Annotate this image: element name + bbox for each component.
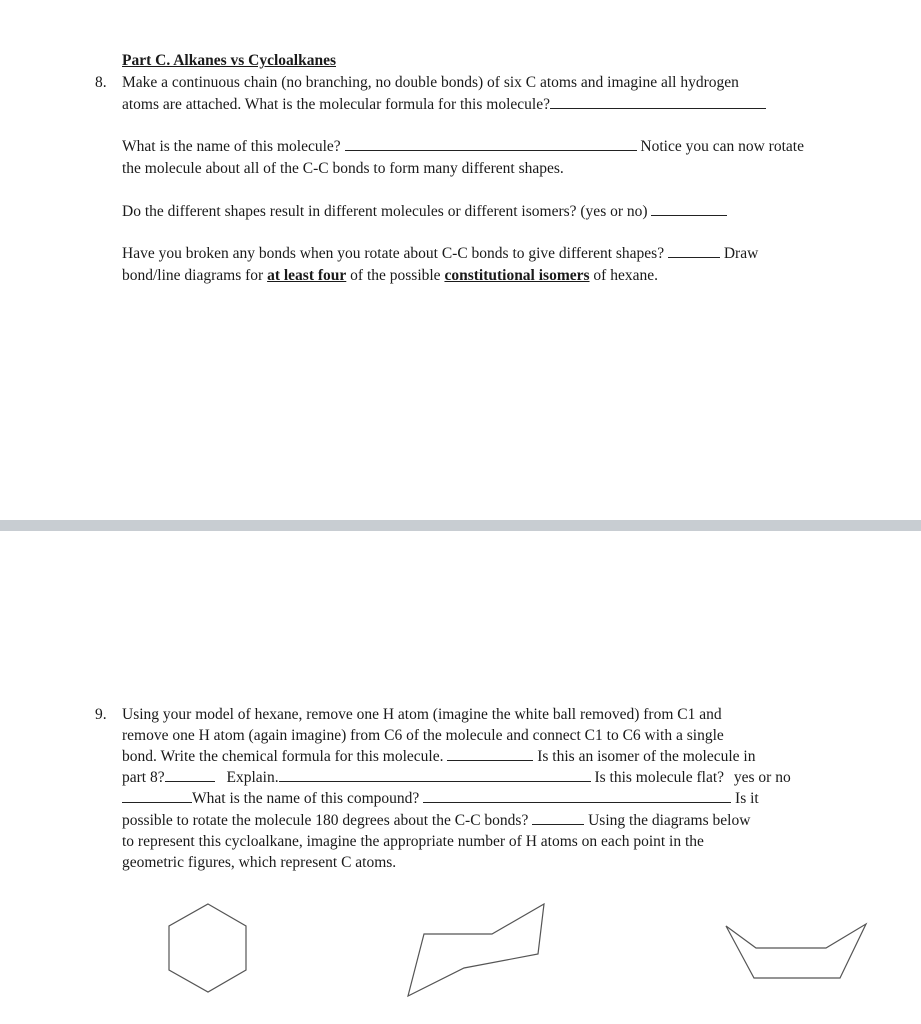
answer-blank-q9-explain[interactable] [279, 769, 591, 782]
q9-diagrams-text: Using the diagrams below [588, 812, 751, 829]
answer-blank-q9-formula[interactable] [447, 748, 533, 761]
q9-line-6 [122, 812, 750, 830]
q8-draw-text-a: bond/line diagrams for [122, 267, 268, 284]
q9-line-7: to represent this cycloalkane, imagine the appropriate number of H atoms on each point in the [122, 833, 704, 850]
boat-diagram [720, 918, 880, 988]
q9-rotate-question: possible to rotate the molecule 180 degrees about the C-C bonds? [122, 812, 529, 829]
cyclohexane-hexagon [169, 904, 246, 992]
q8-draw-text-b: of the possible [346, 267, 445, 284]
answer-blank-q9-rotate[interactable] [532, 812, 584, 825]
q9-explain-text: Explain. [226, 769, 279, 786]
q8-notice-text: Notice you can now rotate [640, 138, 804, 155]
q8-rotate-line: the molecule about all of the C-C bonds to form many different shapes. [122, 160, 564, 177]
q8-shapes-line [122, 203, 727, 221]
q9-line-1: Using your model of hexane, remove one H atom (imagine the white ball removed) from C1 and [122, 706, 722, 723]
q9-flat-question: Is this molecule flat? [594, 769, 725, 786]
q8-broken-question: Have you broken any bonds when you rotate about C-C bonds to give different shapes? [122, 245, 665, 262]
answer-blank-bonds[interactable] [668, 245, 720, 258]
chair-diagram [400, 898, 560, 1008]
q9-is-it-text: Is it [735, 790, 759, 807]
q9-isomer-question: Is this an isomer of the molecule in [537, 748, 756, 765]
answer-blank-q9-isomer[interactable] [165, 769, 215, 782]
q9-line-2: remove one H atom (again imagine) from C6 of the molecule and connect C1 to C6 with a single [122, 727, 724, 744]
q8-shapes-question: Do the different shapes result in different molecules or different isomers? (yes or no) [122, 203, 648, 220]
cyclohexane-boat [726, 924, 866, 978]
question-number-8: 8. [95, 74, 107, 91]
answer-blank-isomers[interactable] [651, 203, 727, 216]
q9-line-3 [122, 748, 755, 766]
answer-blank-name[interactable] [345, 138, 637, 151]
q8-broken-line [122, 245, 758, 263]
q8-draw-instruction [122, 267, 658, 285]
q8-draw-text: Draw [723, 245, 759, 262]
q9-name-question: What is the name of this compound? [192, 790, 420, 807]
q9-line-8: geometric figures, which represent C atoms. [122, 854, 397, 871]
q8-draw-text-c: of hexane. [589, 267, 658, 284]
q9-line-4 [122, 769, 791, 787]
q9-formula-question: bond. Write the chemical formula for this molecule. [122, 748, 444, 765]
q9-line-5 [122, 790, 759, 808]
q9-part8-text: part 8? [122, 769, 165, 786]
answer-blank-q9-flat[interactable] [122, 790, 192, 803]
answer-blank-formula[interactable] [550, 96, 766, 109]
q9-yes-or-no: yes or no [733, 769, 791, 786]
question-number-9: 9. [95, 706, 107, 723]
q8-name-question: What is the name of this molecule? [122, 138, 341, 155]
q8-line-2 [122, 96, 766, 114]
section-heading: Part C. Alkanes vs Cycloalkanes [122, 52, 336, 69]
q8-emphasis-constitutional: constitutional isomers [444, 267, 590, 284]
hexagon-diagram [160, 898, 260, 998]
q8-name-line [122, 138, 804, 156]
cyclohexane-chair [408, 904, 544, 996]
q8-formula-question: atoms are attached. What is the molecular formula for this molecule? [122, 96, 550, 113]
answer-blank-q9-name[interactable] [423, 790, 731, 803]
page-divider [0, 520, 921, 531]
q8-line-1: Make a continuous chain (no branching, no double bonds) of six C atoms and imagine all hydrogen [122, 74, 739, 91]
q8-emphasis-at-least-four: at least four [267, 267, 347, 284]
